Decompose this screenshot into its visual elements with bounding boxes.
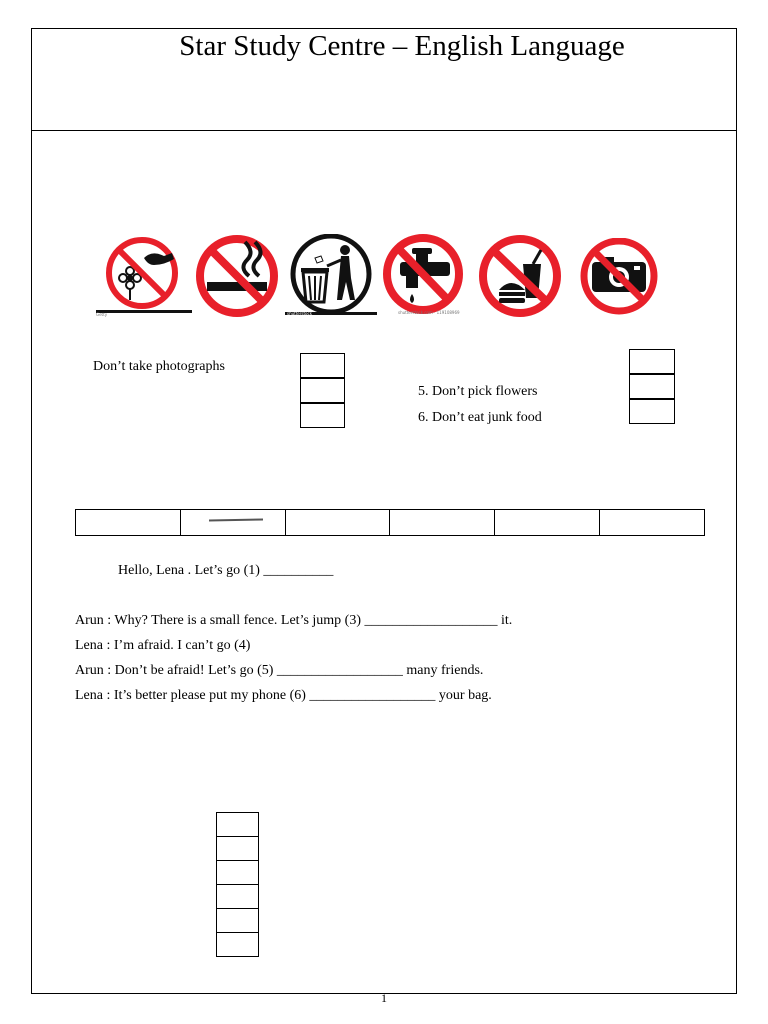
answer-box[interactable] (216, 908, 259, 933)
answer-box[interactable] (216, 932, 259, 957)
answer-table (75, 509, 705, 536)
answer-cell[interactable] (76, 510, 181, 535)
answer-box[interactable] (300, 403, 345, 428)
sign-watermark: Getty (96, 312, 108, 317)
answer-box[interactable] (216, 812, 259, 837)
sign-watermark: shutterstock (287, 311, 313, 316)
matching-item-photographs: Don’t take photographs (93, 359, 225, 374)
answer-box[interactable] (300, 378, 345, 403)
answer-box[interactable] (629, 374, 675, 399)
no-picking-flowers-icon (96, 236, 192, 323)
dialogue-line: Lena : I’m afraid. I can’t go (4) (75, 638, 251, 653)
answer-box[interactable] (216, 860, 259, 885)
no-water-tap-icon (378, 234, 468, 323)
answer-box[interactable] (629, 349, 675, 374)
page-title: Star Study Centre – English Language (179, 30, 625, 62)
matching-item-junk-food: 6. Don’t eat junk food (418, 410, 542, 425)
no-camera-icon (576, 238, 662, 323)
answer-cell[interactable] (390, 510, 495, 535)
sign-watermark: shutterstock.com · 119108969 (398, 310, 460, 315)
dialogue-line: Arun : Don’t be afraid! Let’s go (5) __________________ many friends. (75, 663, 484, 678)
header-divider (31, 130, 737, 131)
answer-cell[interactable] (600, 510, 704, 535)
answer-box[interactable] (629, 399, 675, 424)
answer-box[interactable] (216, 884, 259, 909)
dialogue-line: Lena : It’s better please put my phone (6) __________________ your bag. (75, 688, 492, 703)
answer-box[interactable] (216, 836, 259, 861)
dialogue-line: Arun : Why? There is a small fence. Let’s jump (3) ___________________ it. (75, 613, 513, 628)
answer-cell[interactable] (286, 510, 391, 535)
answer-cell[interactable] (181, 510, 286, 535)
dialogue-line: Hello, Lena . Let’s go (1) __________ (118, 563, 334, 578)
page-number: 1 (381, 991, 387, 1005)
pen-stroke (209, 519, 263, 522)
put-litter-in-bin-icon (285, 234, 377, 323)
no-smoking-icon (193, 234, 281, 323)
no-junk-food-icon (475, 234, 565, 323)
matching-item-flowers: 5. Don’t pick flowers (418, 384, 538, 399)
answer-box[interactable] (300, 353, 345, 378)
answer-cell[interactable] (495, 510, 600, 535)
